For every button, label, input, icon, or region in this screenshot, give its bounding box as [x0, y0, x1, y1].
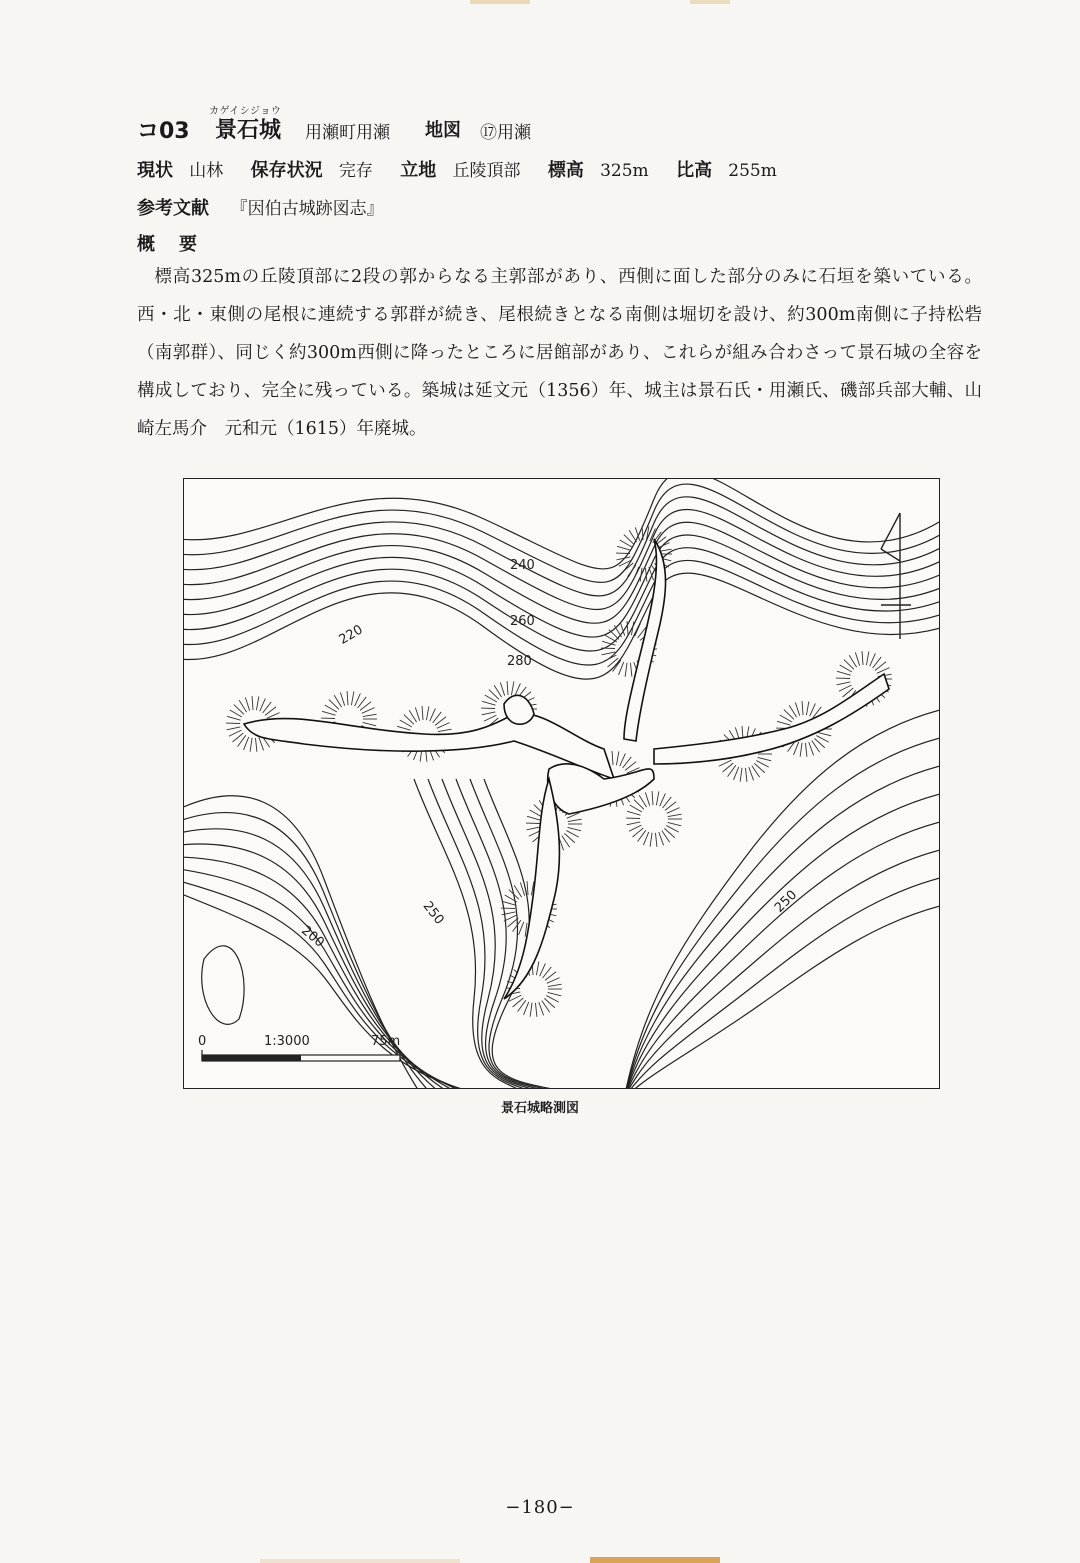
hachure-stroke [645, 792, 649, 805]
attr-label-preservation: 保存状況 [250, 160, 323, 181]
contour-label: 200 [298, 923, 327, 951]
hachure-stroke [355, 693, 361, 706]
map-line [184, 857, 472, 1088]
contour-label: 240 [510, 558, 535, 573]
hachure-stroke [612, 751, 613, 765]
title-line [137, 102, 997, 146]
references-row [137, 194, 384, 220]
hachure-stroke [422, 706, 423, 720]
attr-value-setting: 丘陵頂部 [452, 161, 521, 181]
hachure-stroke [756, 761, 768, 768]
hachure-stroke [659, 832, 664, 845]
hachure-stroke [347, 691, 348, 705]
hachure-stroke [322, 711, 335, 715]
hachure-stroke [363, 714, 377, 716]
hachure-stroke [340, 692, 344, 705]
castle-name: 景石城 [215, 118, 282, 143]
hachure-stroke [745, 768, 746, 782]
map-line [184, 844, 460, 1088]
hachure-stroke [351, 691, 353, 705]
hachure-stroke [668, 822, 682, 825]
hachure-stroke [362, 708, 375, 714]
hachure-stroke [229, 730, 242, 736]
hachure-stroke [539, 1002, 544, 1015]
hachure-stroke [547, 978, 560, 984]
hachure-stroke [777, 721, 790, 725]
hachure-stroke [668, 814, 682, 816]
hachure-stroke [437, 723, 450, 729]
hachure-stroke [629, 825, 642, 831]
contour-label: 250 [771, 887, 801, 916]
hachure-stroke [415, 707, 419, 720]
contour-label: 280 [507, 654, 532, 669]
hachure-stroke [250, 738, 252, 752]
hachure-stroke [397, 726, 410, 730]
map-label: 地図 [425, 120, 461, 141]
scale-start: 0 [198, 1034, 207, 1049]
hachure-stroke [837, 682, 851, 685]
hachure-stroke [660, 793, 666, 806]
hachure-stroke [500, 682, 504, 695]
map-line [624, 539, 666, 741]
hachure-stroke [625, 663, 627, 677]
scale-end: 75m [371, 1034, 401, 1049]
hachure-stroke [438, 729, 452, 731]
hachure-stroke [515, 683, 521, 696]
map-line [654, 674, 889, 764]
entry-code: コ03 [137, 119, 190, 144]
hachure-stroke [666, 826, 678, 833]
hachure-stroke [507, 681, 508, 695]
scan-artifact [470, 0, 530, 4]
hachure-stroke [536, 961, 538, 975]
hachure-stroke [227, 716, 240, 720]
hachure-stroke [667, 808, 680, 814]
hachure-stroke [816, 736, 828, 743]
hachure-stroke [740, 768, 742, 782]
hachure-stroke [749, 767, 754, 780]
hachure-stroke [809, 742, 814, 755]
hachure-stroke [800, 743, 802, 757]
hachure-stroke [502, 912, 516, 915]
hachure-stroke [244, 737, 249, 750]
hachure-stroke [627, 811, 640, 815]
attr-value-elevation: 325m [600, 161, 649, 181]
hachure-stroke [426, 706, 428, 720]
map-line [184, 548, 939, 651]
hachure-stroke [267, 713, 280, 719]
map-line [624, 793, 939, 1088]
hachure-stroke [870, 653, 876, 666]
hachure-stroke [502, 901, 515, 905]
attr-label-status: 現状 [137, 160, 173, 181]
hachure-stroke [818, 732, 832, 735]
hachure-stroke [604, 655, 617, 661]
hachure-stroke [795, 702, 799, 715]
hachure-stroke [758, 757, 772, 760]
hachure-stroke [568, 819, 582, 821]
map-value: ⑰用瀬 [480, 123, 531, 143]
scan-artifact [690, 0, 730, 4]
map-line [624, 905, 939, 1088]
hachure-stroke [363, 722, 377, 725]
contour-map-svg [184, 479, 939, 1088]
overview-paragraph: 標高325mの丘陵頂部に2段の郭からなる主郭部があり、西側に面した部分のみに石垣を築いている。西・北・東側の尾根に連続する郭群が続き、尾根続きとなる南側は堀切を設け、約300m南側に子持松砦（南郭群）、同じく約300m西側に降ったところに居館部があり、これらが組み合わさって景石城の全容を構成しており、完全に残っている。築城は延文元（1356）年、城主は景石氏・用瀬氏、磯部兵部大輔、山崎左馬介 元和元（1615）年廃城。 [137, 267, 982, 439]
hachure-stroke [855, 652, 859, 665]
scan-artifact [590, 1557, 720, 1563]
hachure-stroke [430, 708, 436, 721]
hachure-stroke [719, 760, 732, 766]
contour-label: 260 [510, 614, 535, 629]
hachure-stroke [805, 743, 806, 757]
hachure-stroke [794, 742, 799, 755]
hachure-stroke [259, 737, 264, 750]
hachure-stroke [566, 831, 578, 838]
references-label: 参考文献 [137, 198, 209, 219]
hachure-stroke [877, 668, 890, 674]
entry-header [137, 102, 997, 255]
attr-label-setting: 立地 [400, 160, 437, 181]
map-line [202, 946, 244, 1025]
hachure-stroke [734, 767, 739, 780]
hachure-stroke [245, 697, 249, 710]
hachure-stroke [527, 816, 540, 820]
hachure-stroke [806, 701, 808, 715]
hachure-stroke [620, 753, 626, 766]
hachure-stroke [527, 881, 528, 895]
hachure-stroke [540, 963, 546, 976]
references-value: 『因伯古城跡図志』 [230, 199, 384, 219]
castle-name-ruby: カゲイシジョウ [209, 106, 282, 117]
hachure-stroke [655, 833, 656, 847]
hachure-stroke [617, 546, 630, 550]
hachure-stroke [616, 751, 618, 765]
castle-location: 用瀬町用瀬 [305, 123, 390, 143]
hachure-stroke [630, 663, 631, 677]
scale-ratio: 1:3000 [264, 1034, 310, 1049]
attr-value-preservation: 完存 [338, 161, 373, 181]
hachure-stroke [256, 696, 258, 710]
hachure-stroke [484, 715, 497, 721]
hachure-stroke [519, 922, 524, 935]
hachure-stroke [548, 992, 562, 995]
hachure-stroke [568, 827, 582, 830]
hachure-stroke [527, 827, 541, 830]
hachure-stroke [802, 701, 803, 715]
contour-label: 250 [419, 898, 447, 928]
hachure-stroke [810, 703, 816, 716]
hachure-stroke [482, 712, 496, 715]
hachure-stroke [530, 1003, 532, 1017]
hachure-stroke [482, 701, 495, 705]
hachure-stroke [652, 791, 653, 805]
attr-value-status: 山林 [189, 161, 224, 181]
attr-value-relative-height: 255m [728, 161, 777, 181]
hachure-stroke [837, 671, 850, 675]
hachure-stroke [524, 1002, 529, 1015]
hachure-stroke [644, 832, 649, 845]
overview-body [137, 258, 982, 448]
scale-bar [198, 1034, 400, 1061]
map-line [184, 560, 939, 665]
survey-map [183, 478, 940, 1089]
contour-label: 220 [336, 622, 366, 648]
hachure-stroke [635, 623, 641, 636]
hachure-stroke [862, 651, 863, 665]
map-line [414, 779, 534, 1088]
map-caption: 景石城略測図 [500, 1101, 579, 1116]
hachure-stroke [839, 685, 852, 691]
page-number: −180− [505, 1497, 575, 1518]
hachure-stroke [548, 984, 562, 986]
scan-artifact [260, 1559, 460, 1563]
map-line [184, 829, 448, 1088]
hachure-stroke [866, 651, 868, 665]
hachure-stroke [535, 1003, 536, 1017]
map-line [624, 821, 939, 1088]
hachure-stroke [650, 833, 652, 847]
hachure-stroke [227, 727, 241, 730]
hachure-stroke [260, 698, 266, 711]
map-line [184, 573, 939, 679]
overview-heading-row [137, 230, 221, 256]
overview-heading: 概要 [137, 234, 221, 255]
attr-label-relative-height: 比高 [676, 160, 713, 181]
hachure-stroke [511, 681, 513, 695]
hachure-stroke [546, 996, 558, 1003]
hachure-stroke [619, 662, 624, 675]
hachure-stroke [255, 738, 256, 752]
attr-label-elevation: 標高 [547, 160, 584, 181]
hachure-stroke [656, 791, 658, 805]
hachure-stroke [634, 567, 639, 580]
hachure-stroke [627, 822, 641, 825]
map-line [184, 484, 939, 582]
attribute-row [137, 156, 799, 182]
hachure-stroke [252, 696, 253, 710]
